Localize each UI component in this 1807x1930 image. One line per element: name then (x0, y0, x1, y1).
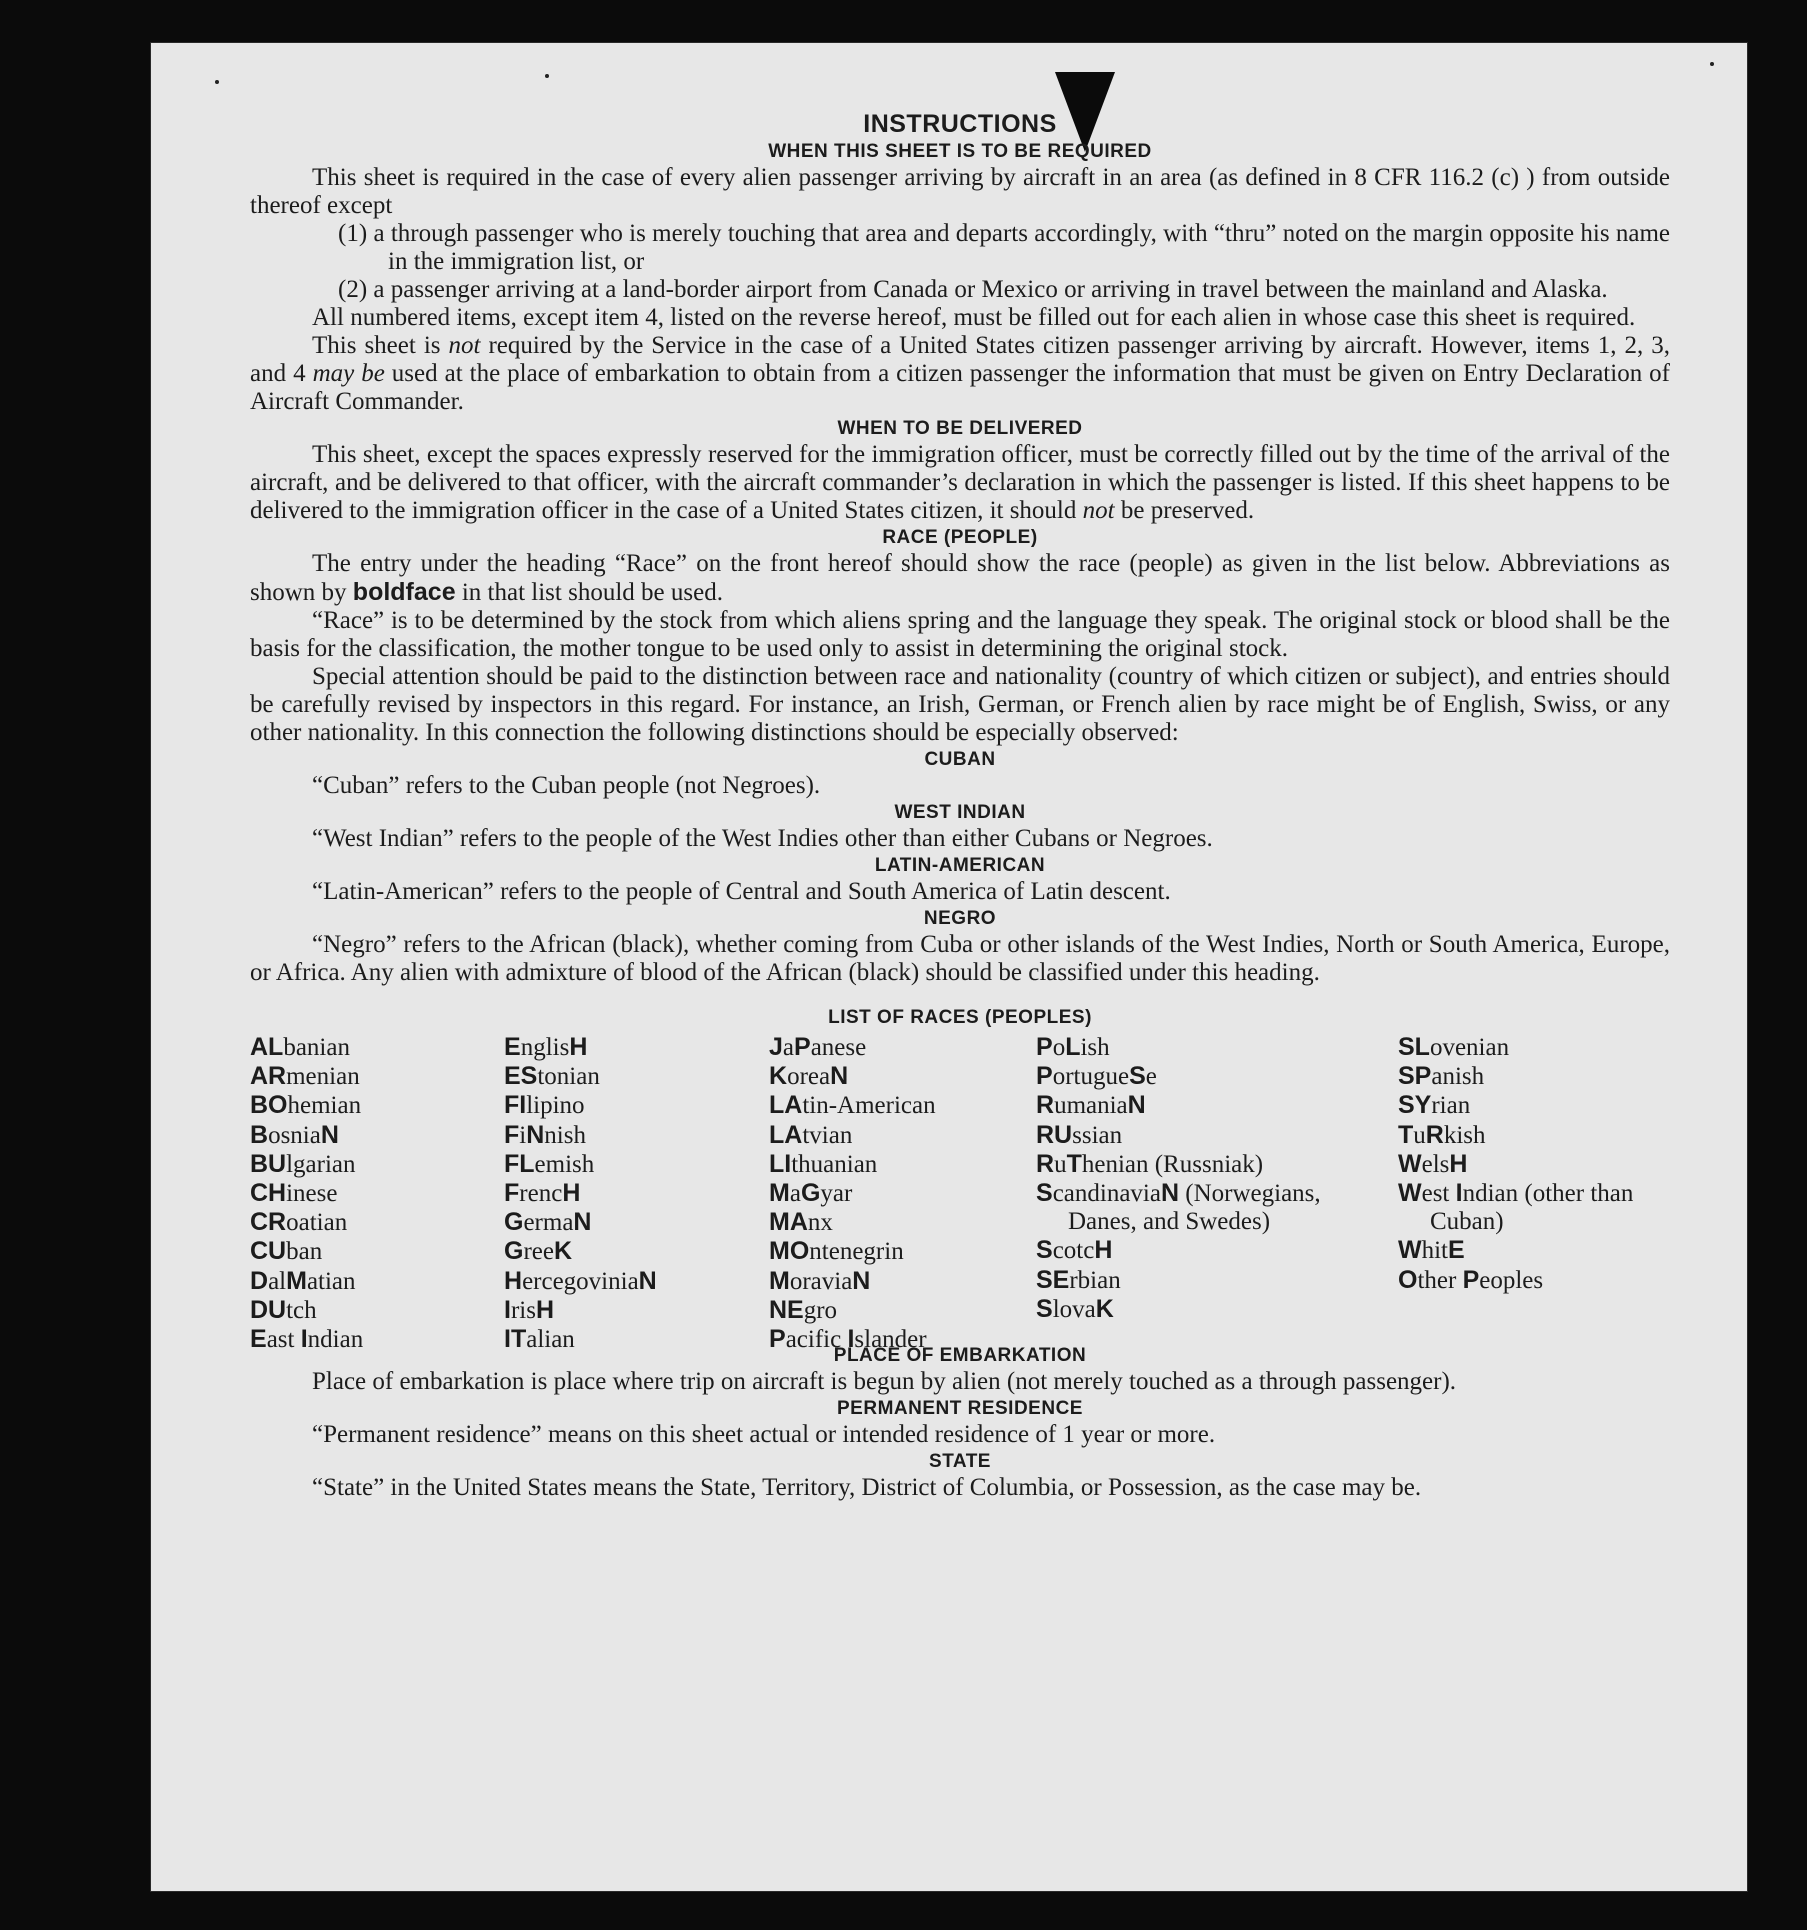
race-entry: CRoatian (250, 1208, 348, 1237)
race-entry: PortugueSe (1036, 1062, 1157, 1091)
paragraph: “Race” is to be determined by the stock from which aliens spring and the language they speak. The original stock or blood shall be the basis for the classification, the mother tongue to be used only to assist in determining the original stock. (250, 607, 1670, 662)
race-entry: West Indian (other than Cuban) (1398, 1179, 1634, 1236)
race-entry: CHinese (250, 1179, 338, 1208)
race-entry: LAtvian (769, 1120, 853, 1149)
race-entry: MaGyar (769, 1179, 853, 1208)
race-column (250, 1033, 490, 1354)
race-entry: Other Peoples (1398, 1265, 1544, 1294)
document-sheet (150, 42, 1748, 1892)
speck (545, 74, 549, 78)
race-entry: BOhemian (250, 1091, 362, 1120)
list-item: (2) a passenger arriving at a land-border airport from Canada or Mexico or arriving in travel between the mainland and Alaska. (338, 276, 1608, 303)
race-entry: SErbian (1036, 1265, 1121, 1294)
race-column (1036, 1033, 1346, 1324)
race-entry: East Indian (250, 1325, 364, 1354)
heading-cuban: CUBAN (924, 749, 996, 770)
race-entry: WelsH (1398, 1149, 1468, 1178)
race-entry: CUban (250, 1237, 323, 1266)
heading-when-required: WHEN THIS SHEET IS TO BE REQUIRED (768, 141, 1152, 162)
race-entry: IrisH (504, 1295, 555, 1324)
race-entry: TuRkish (1398, 1120, 1486, 1149)
race-entry: FIlipino (504, 1091, 585, 1120)
race-entry: SYrian (1398, 1091, 1471, 1120)
heading-list-of-races: LIST OF RACES (PEOPLES) (828, 1007, 1092, 1028)
heading-when-delivered: WHEN TO BE DELIVERED (837, 418, 1083, 439)
list-item: (1) a through passenger who is merely touching that area and departs accordingly, with “thru” noted on the margin opposite his name in the immigration list, or (338, 220, 1670, 275)
instructions-content (250, 110, 1670, 1502)
race-entry: BosniaN (250, 1120, 339, 1149)
paragraph: “Permanent residence” means on this sheet actual or intended residence of 1 year or more. (312, 1421, 1216, 1448)
race-entry: RUssian (1036, 1120, 1123, 1149)
speck (215, 80, 219, 84)
race-column (769, 1033, 1029, 1354)
race-entry: ITalian (504, 1325, 575, 1354)
race-entry: KoreaN (769, 1062, 849, 1091)
race-entry: ScotcH (1036, 1236, 1113, 1265)
heading-negro: NEGRO (923, 908, 997, 929)
heading-latin-american: LATIN-AMERICAN (874, 855, 1046, 876)
paragraph: “West Indian” refers to the people of the West Indies other than either Cubans or Negroes. (312, 825, 1213, 852)
heading-state: STATE (929, 1451, 991, 1472)
speck (1710, 62, 1714, 66)
race-entry: WhitE (1398, 1236, 1465, 1265)
paragraph: “State” in the United States means the State, Territory, District of Columbia, or Possession, as the case may be. (312, 1474, 1422, 1501)
races-list (250, 1033, 1670, 1354)
race-entry: EnglisH (504, 1033, 588, 1061)
paragraph: This sheet, except the spaces expressly reserved for the immigration officer, must be correctly filled out by the time of the arrival of the aircraft, and be delivered to that officer, with the aircraft commander’s declaration in which the passenger is listed. If this sheet happens to be delivered to the immigration officer in the case of a United States citizen, it should not be preserved. (250, 441, 1670, 524)
race-entry: MAnx (769, 1208, 833, 1237)
race-entry: Pacific Islander (769, 1325, 927, 1354)
race-entry: GermaN (504, 1208, 592, 1237)
paragraph: This sheet is required in the case of every alien passenger arriving by aircraft in an area (as defined in 8 CFR 116.2 (c) ) from outside thereof except (250, 164, 1670, 219)
race-entry: FLemish (504, 1149, 595, 1178)
race-entry: SLovenian (1398, 1033, 1510, 1061)
race-entry: MoraviaN (769, 1266, 871, 1295)
paragraph: Place of embarkation is place where trip on aircraft is begun by alien (not merely touched as a through passenger). (312, 1368, 1457, 1395)
paragraph: “Latin-American” refers to the people of Central and South America of Latin descent. (312, 878, 1171, 905)
race-column (504, 1033, 754, 1354)
race-entry: RuThenian (Russniak) (1036, 1149, 1264, 1178)
paragraph: This sheet is not required by the Service in the case of a United States citizen passenger arriving by aircraft. However, items 1, 2, 3, and 4 may be used at the place of embarkation to obtain from a citizen passenger the information that must be given on Entry Declaration of Aircraft Commander. (250, 332, 1670, 415)
race-entry: HercegoviniaN (504, 1266, 657, 1295)
race-entry: JaPanese (769, 1033, 867, 1061)
heading-embarkation: PLACE OF EMBARKATION (833, 1345, 1087, 1366)
race-entry: LIthuanian (769, 1149, 878, 1178)
race-entry: FiNnish (504, 1120, 586, 1149)
race-entry: PoLish (1036, 1033, 1110, 1061)
race-entry: RumaniaN (1036, 1091, 1146, 1120)
race-entry: FrencH (504, 1179, 581, 1208)
heading-west-indian: WEST INDIAN (894, 802, 1026, 823)
race-entry: DUtch (250, 1295, 317, 1324)
race-entry: GreeK (504, 1237, 573, 1266)
paragraph: “Cuban” refers to the Cuban people (not Negroes). (312, 772, 821, 799)
race-entry: ALbanian (250, 1033, 350, 1061)
race-entry: SPanish (1398, 1062, 1485, 1091)
page-title: INSTRUCTIONS (863, 110, 1057, 138)
paragraph: “Negro” refers to the African (black), whether coming from Cuba or other islands of the West Indies, North or South America, Europe, or Africa. Any alien with admixture of blood of the African (black) should be classified under this heading. (250, 931, 1670, 986)
paragraph: Special attention should be paid to the distinction between race and nationality (country of which citizen or subject), and entries should be carefully revised by inspectors in this regard. For instance, an Irish, German, or French alien by race might be of English, Swiss, or any other nationality. In this connection the following distinctions should be especially observed: (250, 663, 1670, 746)
heading-race: RACE (PEOPLE) (882, 527, 1038, 548)
race-entry: NEgro (769, 1295, 838, 1324)
race-entry: ARmenian (250, 1062, 360, 1091)
race-entry: ScandinaviaN (Norwegians, Danes, and Swedes) (1036, 1179, 1321, 1236)
race-entry: LAtin-American (769, 1091, 936, 1120)
race-column (1398, 1033, 1670, 1295)
race-entry: SlovaK (1036, 1294, 1114, 1323)
race-entry: EStonian (504, 1062, 600, 1091)
race-entry: BUlgarian (250, 1149, 356, 1178)
paragraph: All numbered items, except item 4, listed on the reverse hereof, must be filled out for each alien in whose case this sheet is required. (312, 304, 1636, 331)
paragraph: The entry under the heading “Race” on the front hereof should show the race (people) as given in the list below. Abbreviations as shown by boldface in that list should be used. (250, 550, 1670, 606)
race-entry: DalMatian (250, 1266, 356, 1295)
heading-permanent-residence: PERMANENT RESIDENCE (837, 1398, 1083, 1419)
race-entry: MOntenegrin (769, 1237, 904, 1266)
